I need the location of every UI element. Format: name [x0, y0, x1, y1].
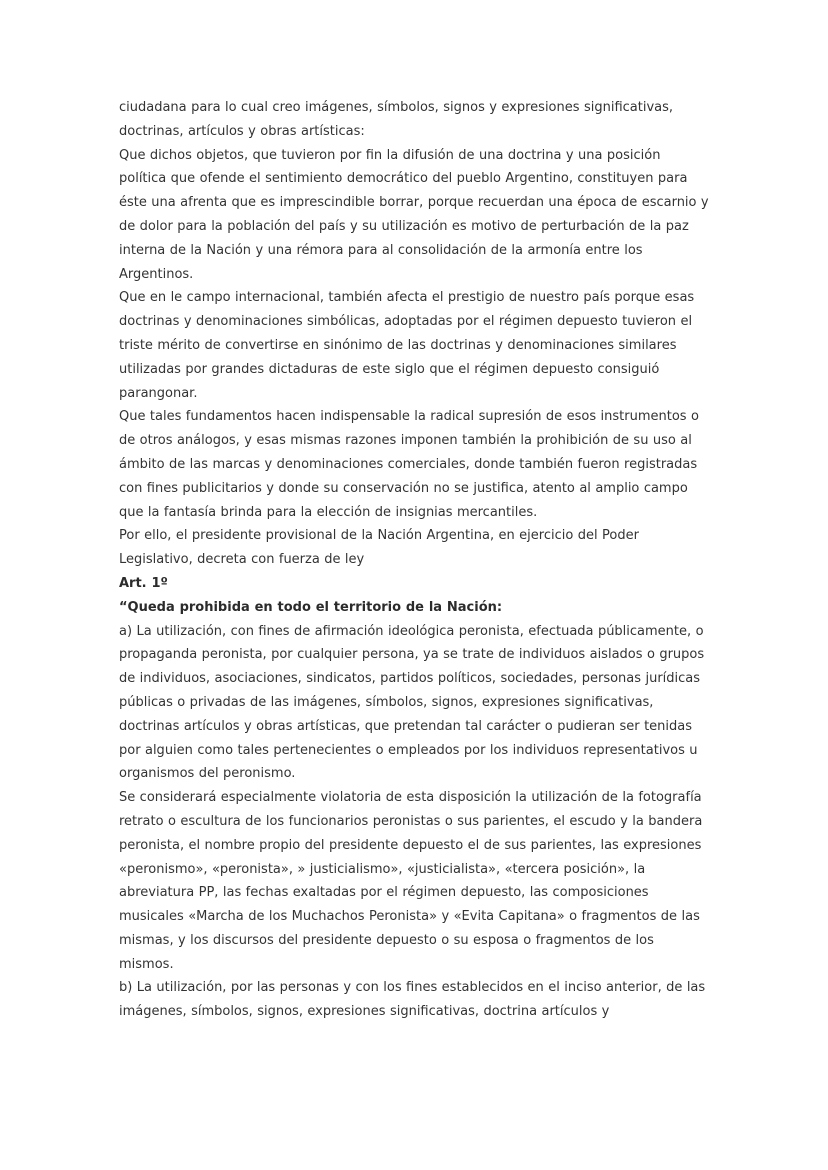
paragraph-inciso-a: a) La utilización, con fines de afirmación ideológica peronista, efectuada públicamente, o propaganda peronista, por cualquier persona, ya se trate de individuos aislados o grupos de individuos, asociaciones, sindicatos, partidos políticos, sociedades, personas jurídicas públicas o privadas de las imágenes, símbolos, signos, expresiones significativas, doctrinas artículos y obras artísticas, que pretendan tal carácter o pudieran ser tenidas por alguien como tales pertenecientes o empleados por los individuos representativos u organismos del peronismo.	[119, 623, 705, 782]
paragraph-considerando-fundamentos: Que tales fundamentos hacen indispensable la radical supresión de esos instrumentos o de otros análogos, y esas mismas razones imponen también la prohibición de su uso al ámbito de las marcas y denominaciones comerciales, donde también fueron registradas con fines publicitarios y donde su conservación no se justifica, atento al amplio campo que la fantasía brinda para la elección de insignias mercantiles.	[119, 409, 699, 520]
paragraph-decree-formula: Por ello, el presidente provisional de la Nación Argentina, en ejercicio del Poder Legislativo, decreta con fuerza de ley	[119, 528, 639, 568]
heading-article-1: Art. 1º	[119, 575, 168, 591]
document-body	[119, 96, 710, 1024]
paragraph-preamble-continuation: ciudadana para lo cual creo imágenes, símbolos, signos y expresiones significativas, doctrinas, artículos y obras artísticas:	[119, 100, 674, 139]
paragraph-inciso-a-detail: Se considerará especialmente violatoria de esta disposición la utilización de la fotografía retrato o escultura de los funcionarios peronistas o sus parientes, el escudo y la bandera peronista, el nombre propio del presidente depuesto el de sus parientes, las expresiones «peronismo», «peronista», » justicialismo», «justicialista», «tercera posición», la abreviatura PP, las fechas exaltadas por el régimen depuesto, las composiciones musicales «Marcha de los Muchachos Peronista» y «Evita Capitana» o fragmentos de las mismas, y los discursos del presidente depuesto o su esposa o fragmentos de los mismos.	[119, 790, 703, 972]
paragraph-considerando-internacional: Que en le campo internacional, también afecta el prestigio de nuestro país porque esas doctrinas y denominaciones simbólicas, adoptadas por el régimen depuesto tuvieron el triste mérito de convertirse en sinónimo de las doctrinas y denominaciones similares utilizadas por grandes dictaduras de este siglo que el régimen depuesto consiguió parangonar.	[119, 290, 695, 401]
heading-prohibition-statement: “Queda prohibida en todo el territorio de la Nación:	[119, 599, 503, 615]
paragraph-inciso-b: b) La utilización, por las personas y con los fines establecidos en el inciso anterior, de las imágenes, símbolos, signos, expresiones significativas, doctrina artículos y	[119, 980, 706, 1020]
paragraph-considerando-objetos: Que dichos objetos, que tuvieron por fin la difusión de una doctrina y una posición política que ofende el sentimiento democrático del pueblo Argentino, constituyen para éste una afrenta que es imprescindible borrar, porque recuerdan una época de escarnio y de dolor para la población del país y su utilización es motivo de perturbación de la paz interna de la Nación y una rémora para al consolidación de la armonía entre los Argentinos.	[119, 147, 709, 282]
